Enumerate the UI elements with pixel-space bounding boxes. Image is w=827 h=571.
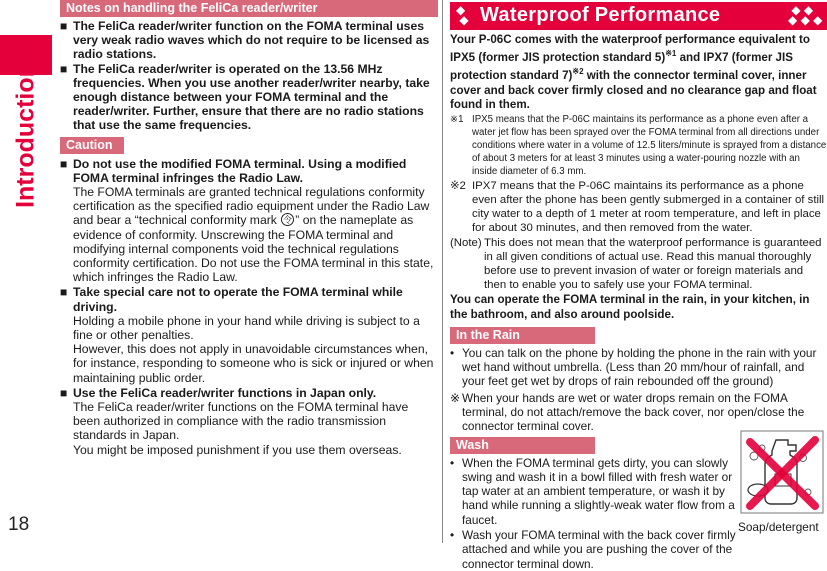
wash-header: Wash [450, 437, 595, 454]
caution-body-3a: The FeliCa reader/writer functions on the FOMA terminal have been authorized in compliance with the radio transmission standards in Japan. [73, 400, 409, 443]
droplets-right-icon: ◆ ◆ ◆ ◆ ◆ [788, 3, 823, 27]
footnote-ipx7: ※2 IPX7 means that the P-06C maintains its performance as a phone even after the phone has been gently submerged in a container of still city water to a depth of 1 meter at room temperature, and left in place for about 30 minutes, and then removed from the water. [450, 180, 825, 235]
caution-title-1: ■ Do not use the modified FOMA terminal. Using a modified FOMA terminal infringes the Radio Law. [60, 156, 407, 185]
rain-note: ※ When your hands are wet or water drops remain on the FOMA terminal, do not attach/remove the back cover, nor open/close the connector terminal cover. [450, 390, 805, 434]
caution-body-2a: Holding a mobile phone in your hand while driving is subject to a fine or other penalties. [73, 313, 420, 343]
no-soap-icon [740, 430, 824, 514]
footnote-note: (Note) This does not mean that the waterproof performance is guaranteed in all given conditions of actual use. Read this manual thoroughly before use to prevent invasion of water or foreign materials and then to enable you to safely use your FOMA terminal. [450, 237, 822, 292]
waterproof-intro: Your P-06C comes with the waterproof performance equivalent to IPX5 (former JIS protection standard 5)$^{※1}$ and IPX7 (former JIS protection standard 7)$^{※2}$ with the connector terminal cover, inner cover and back cover firmly closed and no clearance gap and float found in them. [450, 33, 817, 111]
page-number: 18 [8, 514, 30, 535]
left-column [60, 0, 438, 457]
operate-statement: You can operate the FOMA terminal in the rain, in your kitchen, in the bathroom, and also around poolside. [450, 293, 810, 321]
caution-body-2b: However, this does not apply in unavoidable circumstances when, for instance, responding to someone who is sick or injured or when maintaining public order. [73, 342, 434, 385]
wash-text [450, 456, 742, 571]
column-divider [442, 0, 443, 543]
wash-bullet-1: • When the FOMA terminal gets dirty, you can slowly swing and wash it in a bowl filled with fresh water or tap water at an ambient temperature, or wash it by hand while running a slightly-weak water flow from a faucet. [450, 455, 735, 527]
technical-conformity-mark-icon [280, 213, 295, 226]
caution-title-2: ■ Take special care not to operate the FOMA terminal while driving. [60, 285, 403, 314]
felica-note-2: ■ The FeliCa reader/writer is operated on the 13.56 MHz frequencies. When you use another reader/writer nearby, take enough distance between your FOMA terminal and the reader/writer. Further, ensure that there are no radio stations that use the same frequencies. [60, 61, 430, 133]
svg-text:令: 令 [283, 216, 293, 227]
felica-note-1: ■ The FeliCa reader/writer function on the FOMA terminal uses very weak radio waves which do not require to be licensed as radio stations. [60, 19, 430, 62]
wash-bullet-2: • Wash your FOMA terminal with the back cover firmly attached and while you are pushing the cover of the connector terminal down. [450, 528, 736, 571]
section-label: Introduction [11, 62, 40, 208]
felica-notes-header: Notes on handling the FeliCa reader/writer [60, 0, 438, 17]
rain-header: In the Rain [450, 327, 595, 344]
rain-bullet: • You can talk on the phone by holding the phone in the rain with your wet hand without umbrella. (Less than 20 mm/hour of rainfall, and your feet get wet by drops of rain rebounded off the ground) [450, 345, 817, 389]
page-title: Waterproof Performance [480, 4, 721, 26]
caution-header: Caution [60, 137, 124, 154]
caution-title-3: ■ Use the FeliCa reader/writer functions in Japan only. [60, 385, 377, 400]
waterproof-title-bar [450, 2, 827, 30]
droplets-left-icon: ◆ ◆ [456, 3, 469, 27]
caution-body-3b: You might be imposed punishment if you use them overseas. [73, 442, 402, 457]
footnote-ipx5: ※1 IPX5 means that the P-06C maintains its performance as a phone even after a water jet flow has been sprayed over the FOMA terminal from all directions under conditions where water in a volume of 12.5 liters/minute is sprayed from a distance of about 3 meters for at least 3 minutes using a water-pouring nozzle with an inside diameter of 6.3 mm. [450, 114, 827, 178]
soap-caption: Soap/detergent [738, 520, 819, 534]
caution-body-1: The FOMA terminals are granted technical regulations conformity certification as the specified radio equipment under the Radio Law and bear a “technical conformity mark 令 ” on the nameplate as evidence of conformity. Unscrewing the FOMA terminal and modifying internal components void the technical regulations conformity certification. Do not use the FOMA terminal in this state, which infringes the Radio Law. [73, 185, 434, 285]
